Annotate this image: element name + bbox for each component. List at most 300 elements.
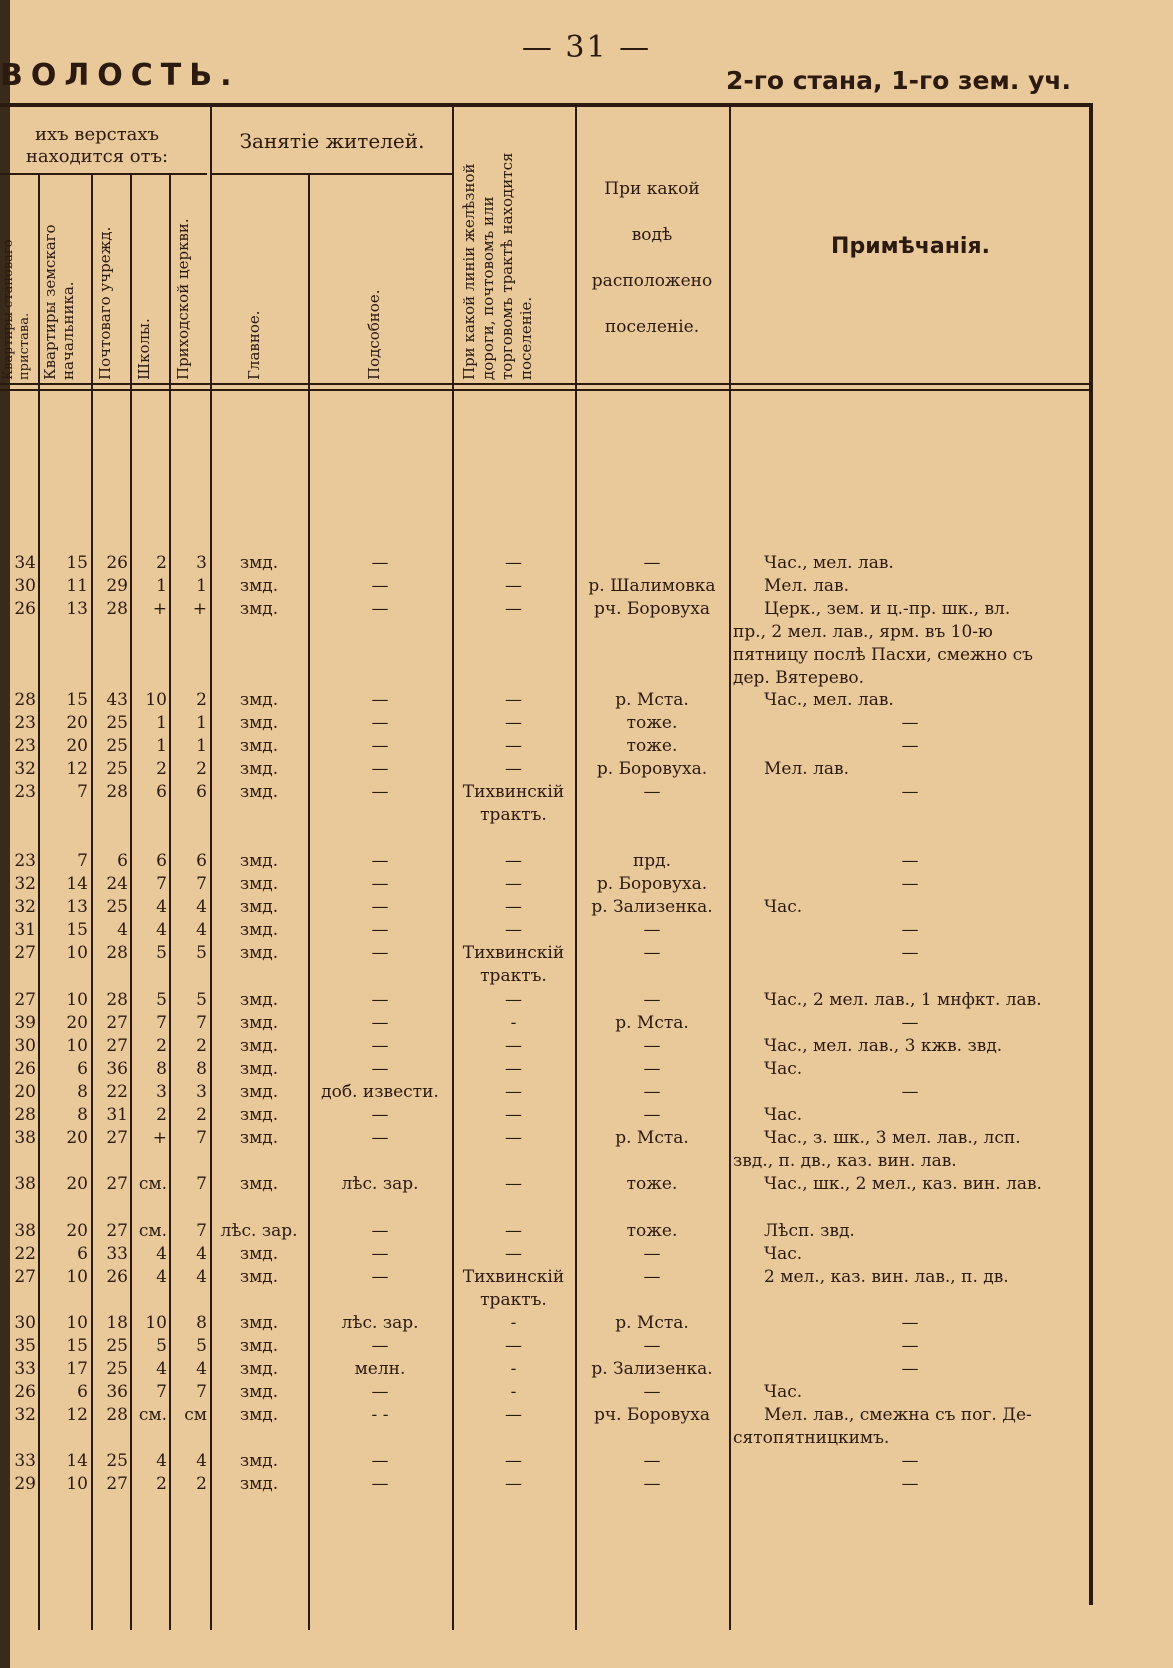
cell-pristav: 20 (14, 1082, 36, 1102)
header-bottom-rule (0, 383, 1093, 385)
cell-road: — (505, 1174, 522, 1194)
cell-zemsky: 10 (66, 1036, 88, 1056)
cell-road-continued: трактъ. (480, 1290, 547, 1310)
cell-church: 7 (196, 1382, 207, 1402)
cell-note: Час., шк., 2 мел., каз. вин. лав. (764, 1174, 1042, 1194)
cell-aux-occupation: — (371, 690, 389, 710)
cell-main-occupation: змд. (239, 874, 279, 894)
cell-aux-occupation: — (371, 1128, 389, 1148)
cell-water: — (643, 943, 661, 963)
cell-road: — (505, 1082, 522, 1102)
cell-post: 25 (106, 736, 128, 756)
cell-water: — (643, 1105, 661, 1125)
col-divider (1089, 105, 1093, 1605)
cell-zemsky: 6 (77, 1244, 88, 1264)
cell-zemsky: 20 (66, 1174, 88, 1194)
cell-pristav: 39 (14, 1013, 36, 1033)
cell-main-occupation: змд. (239, 759, 279, 779)
cell-road-continued: трактъ. (480, 966, 547, 986)
cell-water: тоже. (626, 736, 678, 756)
cell-main-occupation: змд. (239, 599, 279, 619)
cell-note: — (901, 874, 919, 894)
road-column-header: При какой линіи желѣзной дороги, почтовомъ или торговомъ трактѣ находится поселеніе. (460, 152, 535, 380)
cell-road: — (505, 713, 522, 733)
cell-post: 25 (106, 1336, 128, 1356)
cell-aux-occupation: — (371, 782, 389, 802)
cell-pristav: 27 (14, 943, 36, 963)
header-bottom-rule-2 (0, 389, 1093, 391)
main-occupation-header: Главное. (245, 310, 263, 380)
cell-post: 22 (106, 1082, 128, 1102)
cell-zemsky: 10 (66, 990, 88, 1010)
cell-main-occupation: змд. (239, 920, 279, 940)
cell-pristav: 26 (14, 1382, 36, 1402)
cell-post: 27 (106, 1474, 128, 1494)
cell-pristav: 38 (14, 1174, 36, 1194)
cell-aux-occupation: — (371, 553, 389, 573)
cell-zemsky: 20 (66, 1013, 88, 1033)
cell-post: 27 (106, 1036, 128, 1056)
cell-note: Час., 2 мел. лав., 1 мнфкт. лав. (764, 990, 1042, 1010)
cell-note: — (901, 1359, 919, 1379)
cell-pristav: 30 (14, 1036, 36, 1056)
cell-church: 2 (196, 1105, 207, 1125)
cell-water: рч. Боровуха (593, 1405, 711, 1425)
cell-pristav: 34 (14, 553, 36, 573)
cell-school: 1 (156, 713, 167, 733)
cell-road: — (505, 1336, 522, 1356)
cell-pristav: 28 (14, 1105, 36, 1125)
cell-pristav: 27 (14, 1267, 36, 1287)
cell-main-occupation: змд. (239, 897, 279, 917)
cell-church: 4 (196, 1451, 207, 1471)
cell-church: 1 (196, 576, 207, 596)
cell-main-occupation: змд. (239, 713, 279, 733)
zemsky-column-header: Квартиры земскаго начальника. (41, 224, 77, 380)
cell-zemsky: 6 (77, 1059, 88, 1079)
cell-church: 6 (196, 782, 207, 802)
cell-pristav: 31 (14, 920, 36, 940)
cell-pristav: 23 (14, 736, 36, 756)
cell-church: см (184, 1405, 207, 1425)
cell-school: 7 (156, 1382, 167, 1402)
cell-zemsky: 10 (66, 1474, 88, 1494)
cell-church: + (192, 599, 207, 619)
cell-water: р. Мста. (615, 690, 689, 710)
cell-road: — (505, 897, 522, 917)
cell-zemsky: 8 (77, 1105, 88, 1125)
cell-school: 7 (156, 1013, 167, 1033)
cell-church: 4 (196, 1244, 207, 1264)
cell-note: — (901, 1336, 919, 1356)
cell-school: 7 (156, 874, 167, 894)
cell-water: р. Мста. (615, 1013, 689, 1033)
cell-school: 4 (156, 920, 167, 940)
cell-aux-occupation: — (371, 1105, 389, 1125)
cell-church: 5 (196, 943, 207, 963)
cell-pristav: 32 (14, 874, 36, 894)
cell-road: - (510, 1359, 517, 1379)
cell-road: — (505, 874, 522, 894)
cell-school: 2 (156, 1474, 167, 1494)
cell-zemsky: 15 (66, 920, 88, 940)
cell-post: 24 (106, 874, 128, 894)
cell-aux-occupation: — (371, 576, 389, 596)
cell-church: 4 (196, 920, 207, 940)
cell-church: 2 (196, 1036, 207, 1056)
cell-pristav: 22 (14, 1244, 36, 1264)
cell-main-occupation: змд. (239, 1128, 279, 1148)
cell-pristav: 35 (14, 1336, 36, 1356)
cell-note-continued: звд., п. дв., каз. вин. лав. (733, 1151, 957, 1171)
cell-church: 6 (196, 851, 207, 871)
water-column-header: При какой водѣ расположено поселеніе. (591, 179, 713, 337)
cell-school: 1 (156, 736, 167, 756)
cell-church: 8 (196, 1059, 207, 1079)
cell-aux-occupation: — (371, 736, 389, 756)
cell-road: — (505, 1128, 522, 1148)
cell-road: Тихвинскій (462, 943, 565, 963)
cell-road: — (505, 920, 522, 940)
cell-water: — (643, 1267, 661, 1287)
cell-zemsky: 14 (66, 1451, 88, 1471)
cell-main-occupation: змд. (239, 1082, 279, 1102)
cell-church: 7 (196, 1174, 207, 1194)
cell-main-occupation: змд. (239, 1474, 279, 1494)
cell-zemsky: 6 (77, 1382, 88, 1402)
cell-main-occupation: змд. (239, 1013, 279, 1033)
cell-church: 1 (196, 736, 207, 756)
cell-aux-occupation: лѣс. зар. (341, 1174, 419, 1194)
cell-school: 3 (156, 1082, 167, 1102)
cell-note: — (901, 1082, 919, 1102)
cell-school: 10 (145, 1313, 167, 1333)
cell-water: — (643, 1244, 661, 1264)
cell-main-occupation: змд. (239, 1059, 279, 1079)
cell-aux-occupation: — (371, 759, 389, 779)
cell-water: — (643, 1059, 661, 1079)
cell-zemsky: 13 (66, 599, 88, 619)
cell-main-occupation: змд. (239, 1244, 279, 1264)
cell-note: 2 мел., каз. вин. лав., п. дв. (764, 1267, 1009, 1287)
cell-school: 4 (156, 897, 167, 917)
cell-aux-occupation: лѣс. зар. (341, 1313, 419, 1333)
cell-water: р. Шалимовка (588, 576, 716, 596)
cell-school: 6 (156, 782, 167, 802)
cell-zemsky: 12 (66, 1405, 88, 1425)
cell-road: Тихвинскій (462, 782, 565, 802)
school-column-header: Школы. (135, 318, 153, 380)
cell-note: Час., мел. лав., 3 кжв. звд. (764, 1036, 1003, 1056)
cell-post: 26 (106, 1267, 128, 1287)
cell-zemsky: 17 (66, 1359, 88, 1379)
cell-post: 6 (117, 851, 128, 871)
cell-note: — (901, 736, 919, 756)
cell-aux-occupation: — (371, 874, 389, 894)
cell-school: 2 (156, 1036, 167, 1056)
cell-post: 18 (106, 1313, 128, 1333)
cell-pristav: 29 (14, 1474, 36, 1494)
cell-zemsky: 7 (77, 851, 88, 871)
cell-note: — (901, 782, 919, 802)
cell-pristav: 26 (14, 1059, 36, 1079)
cell-post: 27 (106, 1013, 128, 1033)
church-column-header: Приходской церкви. (174, 218, 192, 380)
cell-road: — (505, 1451, 522, 1471)
cell-church: 5 (196, 990, 207, 1010)
cell-post: 26 (106, 553, 128, 573)
cell-church: 3 (196, 1082, 207, 1102)
cell-main-occupation: змд. (239, 1036, 279, 1056)
cell-water: р. Мста. (615, 1128, 689, 1148)
cell-main-occupation: змд. (239, 782, 279, 802)
cell-school: + (152, 599, 167, 619)
cell-main-occupation: змд. (239, 1382, 279, 1402)
cell-aux-occupation: — (371, 1059, 389, 1079)
cell-aux-occupation: — (371, 920, 389, 940)
cell-main-occupation: змд. (239, 851, 279, 871)
cell-post: 29 (106, 576, 128, 596)
cell-school: 8 (156, 1059, 167, 1079)
cell-aux-occupation: — (371, 599, 389, 619)
cell-aux-occupation: — (371, 943, 389, 963)
cell-road: — (505, 1059, 522, 1079)
cell-note-continued: дер. Вятерево. (733, 668, 865, 688)
cell-note: — (901, 1451, 919, 1471)
cell-road: — (505, 990, 522, 1010)
cell-water: — (643, 782, 661, 802)
cell-post: 31 (106, 1105, 128, 1125)
cell-main-occupation: змд. (239, 1451, 279, 1471)
cell-road: — (505, 1474, 522, 1494)
cell-water: — (643, 1382, 661, 1402)
cell-post: 36 (106, 1382, 128, 1402)
cell-post: 25 (106, 1359, 128, 1379)
cell-water: — (643, 1336, 661, 1356)
cell-school: см. (138, 1174, 167, 1194)
cell-church: 2 (196, 690, 207, 710)
cell-aux-occupation: — (371, 851, 389, 871)
cell-note: Мел. лав. (764, 576, 849, 596)
cell-aux-occupation: — (371, 1336, 389, 1356)
cell-zemsky: 7 (77, 782, 88, 802)
cell-main-occupation: змд. (239, 553, 279, 573)
cell-water: — (643, 990, 661, 1010)
cell-post: 33 (106, 1244, 128, 1264)
cell-road-continued: трактъ. (480, 805, 547, 825)
cell-school: 5 (156, 1336, 167, 1356)
cell-pristav: 28 (14, 690, 36, 710)
cell-pristav: 32 (14, 897, 36, 917)
cell-water: — (643, 1451, 661, 1471)
cell-note: — (901, 943, 919, 963)
page-number: — 31 — (521, 30, 652, 65)
cell-church: 7 (196, 1128, 207, 1148)
cell-road: — (505, 1105, 522, 1125)
cell-note: Мел. лав., смежна съ пог. Де- (764, 1405, 1032, 1425)
cell-note: Час., мел. лав. (764, 553, 894, 573)
cell-post: 4 (117, 920, 128, 940)
cell-church: 2 (196, 1474, 207, 1494)
cell-road: — (505, 1036, 522, 1056)
cell-aux-occupation: — (371, 990, 389, 1010)
cell-note: Церк., зем. и ц.-пр. шк., вл. (764, 599, 1011, 619)
cell-pristav: 23 (14, 782, 36, 802)
pristav-column-header: Квартиры становаго пристава. (1, 239, 32, 380)
cell-note: Мел. лав. (764, 759, 849, 779)
cell-aux-occupation: — (371, 1267, 389, 1287)
cell-zemsky: 13 (66, 897, 88, 917)
cell-school: см. (138, 1405, 167, 1425)
cell-note-continued: пятницу послѣ Пасхи, смежно съ (733, 645, 1033, 665)
stan-heading: 2-го стана, 1-го зем. уч. (726, 66, 1072, 95)
cell-school: 4 (156, 1244, 167, 1264)
cell-road: — (505, 851, 522, 871)
cell-church: 1 (196, 713, 207, 733)
cell-post: 28 (106, 1405, 128, 1425)
cell-post: 25 (106, 897, 128, 917)
cell-pristav: 23 (14, 713, 36, 733)
cell-pristav: 30 (14, 576, 36, 596)
cell-water: тоже. (626, 1221, 678, 1241)
cell-water: — (643, 1474, 661, 1494)
occupation-group-rule (212, 173, 452, 175)
cell-note: — (901, 1474, 919, 1494)
cell-post: 28 (106, 782, 128, 802)
cell-zemsky: 10 (66, 943, 88, 963)
cell-zemsky: 11 (66, 576, 88, 596)
cell-aux-occupation: — (371, 713, 389, 733)
cell-school: 2 (156, 759, 167, 779)
cell-school: см. (138, 1221, 167, 1241)
aux-occupation-header: Подсобное. (365, 289, 383, 380)
cell-post: 25 (106, 759, 128, 779)
cell-pristav: 30 (14, 1313, 36, 1333)
cell-post: 28 (106, 943, 128, 963)
cell-zemsky: 14 (66, 874, 88, 894)
cell-school: 4 (156, 1359, 167, 1379)
cell-main-occupation: змд. (239, 690, 279, 710)
cell-main-occupation: змд. (239, 576, 279, 596)
cell-note: — (901, 851, 919, 871)
cell-main-occupation: змд. (239, 1267, 279, 1287)
cell-post: 28 (106, 599, 128, 619)
cell-church: 4 (196, 897, 207, 917)
cell-aux-occupation: — (371, 1451, 389, 1471)
cell-post: 36 (106, 1059, 128, 1079)
cell-main-occupation: змд. (239, 1359, 279, 1379)
cell-road: — (505, 1244, 522, 1264)
cell-main-occupation: лѣс. зар. (220, 1221, 298, 1241)
cell-main-occupation: змд. (239, 1405, 279, 1425)
cell-school: + (152, 1128, 167, 1148)
cell-note-continued: сятопятницкимъ. (733, 1428, 890, 1448)
cell-water: — (643, 553, 661, 573)
cell-school: 1 (156, 576, 167, 596)
cell-zemsky: 15 (66, 1336, 88, 1356)
cell-road: — (505, 759, 522, 779)
cell-aux-occupation: — (371, 1382, 389, 1402)
cell-zemsky: 20 (66, 713, 88, 733)
cell-zemsky: 20 (66, 1128, 88, 1148)
cell-main-occupation: змд. (239, 1105, 279, 1125)
cell-school: 5 (156, 943, 167, 963)
cell-water: тоже. (626, 713, 678, 733)
cell-road: — (505, 599, 522, 619)
cell-school: 2 (156, 553, 167, 573)
cell-pristav: 33 (14, 1451, 36, 1471)
cell-church: 2 (196, 759, 207, 779)
cell-note: — (901, 1313, 919, 1333)
cell-aux-occupation: мелн. (354, 1359, 406, 1379)
volost-heading: ВОЛОСТЬ. (0, 58, 240, 93)
cell-church: 4 (196, 1267, 207, 1287)
cell-main-occupation: змд. (239, 990, 279, 1010)
cell-road: — (505, 576, 522, 596)
cell-school: 10 (145, 690, 167, 710)
cell-zemsky: 10 (66, 1313, 88, 1333)
cell-church: 3 (196, 553, 207, 573)
distance-group-header: ихъ верстахъ находится отъ: (25, 124, 169, 167)
cell-church: 5 (196, 1336, 207, 1356)
cell-pristav: 38 (14, 1128, 36, 1148)
cell-road: - (510, 1382, 517, 1402)
cell-zemsky: 12 (66, 759, 88, 779)
table-top-rule (0, 103, 1093, 107)
cell-note: — (901, 920, 919, 940)
cell-school: 4 (156, 1267, 167, 1287)
cell-water: — (643, 920, 661, 940)
cell-main-occupation: змд. (239, 943, 279, 963)
col-divider (729, 105, 731, 1630)
cell-note: Час. (764, 1059, 803, 1079)
cell-aux-occupation: — (371, 897, 389, 917)
cell-post: 27 (106, 1221, 128, 1241)
cell-church: 8 (196, 1313, 207, 1333)
cell-note: Час., з. шк., 3 мел. лав., лсп. (764, 1128, 1021, 1148)
cell-road: — (505, 1405, 522, 1425)
cell-post: 25 (106, 713, 128, 733)
cell-church: 7 (196, 874, 207, 894)
cell-water: тоже. (626, 1174, 678, 1194)
cell-school: 6 (156, 851, 167, 871)
cell-water: — (643, 1036, 661, 1056)
cell-road: - (510, 1013, 517, 1033)
cell-school: 4 (156, 1451, 167, 1471)
cell-water: р. Боровуха. (596, 874, 708, 894)
occupation-group-header: Занятіе жителей. (239, 129, 425, 153)
cell-church: 4 (196, 1359, 207, 1379)
cell-road: — (505, 736, 522, 756)
cell-water: р. Мста. (615, 1313, 689, 1333)
cell-note: Час. (764, 1382, 803, 1402)
cell-main-occupation: змд. (239, 736, 279, 756)
cell-road: Тихвинскій (462, 1267, 565, 1287)
cell-zemsky: 15 (66, 690, 88, 710)
cell-aux-occupation: доб. извести. (321, 1082, 439, 1102)
cell-zemsky: 15 (66, 553, 88, 573)
cell-pristav: 26 (14, 599, 36, 619)
cell-aux-occupation: — (371, 1474, 389, 1494)
cell-aux-occupation: — (371, 1013, 389, 1033)
cell-pristav: 32 (14, 1405, 36, 1425)
cell-note: Час. (764, 1244, 803, 1264)
post-column-header: Почтоваго учрежд. (96, 226, 114, 380)
cell-main-occupation: змд. (239, 1174, 279, 1194)
cell-zemsky: 20 (66, 736, 88, 756)
cell-aux-occupation: — (371, 1244, 389, 1264)
cell-pristav: 32 (14, 759, 36, 779)
